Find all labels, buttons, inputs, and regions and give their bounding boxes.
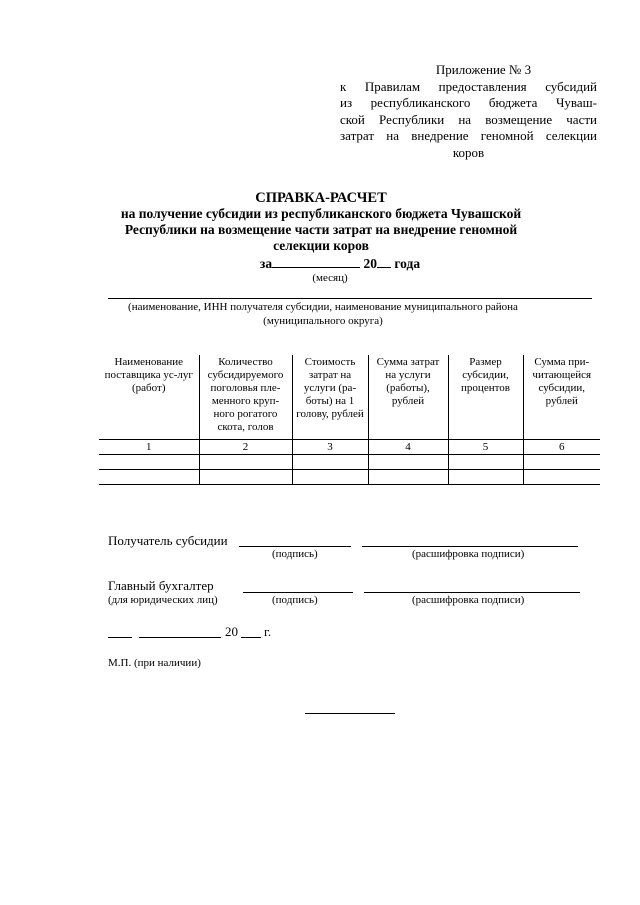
date-year-line[interactable] [241, 637, 261, 638]
recipient-decode-line[interactable] [362, 546, 578, 547]
table-row [99, 455, 600, 470]
table-cell[interactable] [199, 470, 292, 485]
recipient-line [108, 298, 592, 299]
table-cell[interactable] [448, 455, 523, 470]
legal-entity-note: (для юридических лиц) [108, 594, 218, 606]
recipient-label: Получатель субсидии [108, 533, 228, 548]
table-header-cell: Размер субсидии, процентов [448, 355, 523, 440]
accountant-label: Главный бухгалтер [108, 578, 214, 593]
period-line [230, 256, 450, 272]
table-cell[interactable] [292, 470, 368, 485]
table-header-cell: Стоимость затрат на услуги (ра-боты) на 1 голову, рублей [292, 355, 368, 440]
period-year: 20 [363, 256, 377, 271]
column-number: 5 [448, 440, 523, 455]
table-cell[interactable] [292, 455, 368, 470]
table-cell[interactable] [523, 455, 600, 470]
table-cell[interactable] [368, 455, 448, 470]
recipient-signature-line[interactable] [239, 546, 351, 547]
year-blank [377, 256, 391, 268]
appendix-line: коров [452, 144, 485, 160]
table-cell[interactable] [199, 455, 292, 470]
table-cell[interactable] [368, 470, 448, 485]
title-line: селекции коров [273, 238, 369, 253]
calculation-table [99, 355, 600, 485]
appendix-line: к Правилам предоставления субсидий [340, 78, 597, 94]
table-number-row [99, 440, 600, 455]
appendix-number: Приложение № 3 [435, 62, 532, 77]
column-number: 2 [199, 440, 292, 455]
column-number: 3 [292, 440, 368, 455]
table-header-cell: Сумма при-читающейся субсидии, рублей [523, 355, 600, 440]
table-cell[interactable] [448, 470, 523, 485]
decode-note: (расшифровка подписи) [412, 594, 525, 606]
month-label: (месяц) [312, 272, 348, 284]
table-header-cell: Количество субсидируемого поголовья пле-менного круп-ного рогатого скота, голов [199, 355, 292, 440]
appendix-line: затрат на внедрение геномной селекции [340, 128, 597, 143]
stamp-note: М.П. (при наличии) [108, 657, 201, 669]
title-line: на получение субсидии из республиканского бюджета Чувашской [120, 206, 522, 221]
closing-line [305, 713, 395, 714]
accountant-decode-line[interactable] [364, 592, 580, 593]
signature-note: (подпись) [272, 548, 318, 560]
period-prefix: за [259, 256, 273, 271]
table-row [99, 470, 600, 485]
recipient-note-line: (муниципального округа) [263, 315, 383, 327]
date-suffix: г. [264, 624, 272, 639]
recipient-note-line: (наименование, ИНН получателя субсидии, наименование муниципального района [128, 301, 518, 313]
appendix-line: из республиканского бюджета Чуваш- [340, 95, 597, 110]
column-number: 4 [368, 440, 448, 455]
table-header-cell: Наименование поставщика ус-луг (работ) [99, 355, 199, 440]
document-title [100, 190, 542, 254]
table-header-cell: Сумма затрат на услуги (работы), рублей [368, 355, 448, 440]
signature-note: (подпись) [272, 594, 318, 606]
appendix-block [340, 62, 597, 161]
decode-note: (расшифровка подписи) [412, 548, 525, 560]
date-year: 20 [225, 624, 238, 639]
period-suffix: года [394, 256, 421, 271]
table-cell[interactable] [523, 470, 600, 485]
month-blank [272, 256, 360, 268]
date-day-line[interactable] [108, 637, 132, 638]
accountant-signature-line[interactable] [243, 592, 353, 593]
title-main: СПРАВКА-РАСЧЕТ [255, 190, 387, 206]
table-cell[interactable] [99, 470, 199, 485]
column-number: 6 [523, 440, 600, 455]
table-header-row [99, 355, 600, 440]
date-month-line[interactable] [139, 637, 221, 638]
appendix-line: ской Республики на возмещение части [340, 111, 597, 127]
table-cell[interactable] [99, 455, 199, 470]
column-number: 1 [99, 440, 199, 455]
recipient-note [108, 300, 538, 328]
title-line: Республики на возмещение части затрат на внедрение геномной [124, 222, 518, 237]
